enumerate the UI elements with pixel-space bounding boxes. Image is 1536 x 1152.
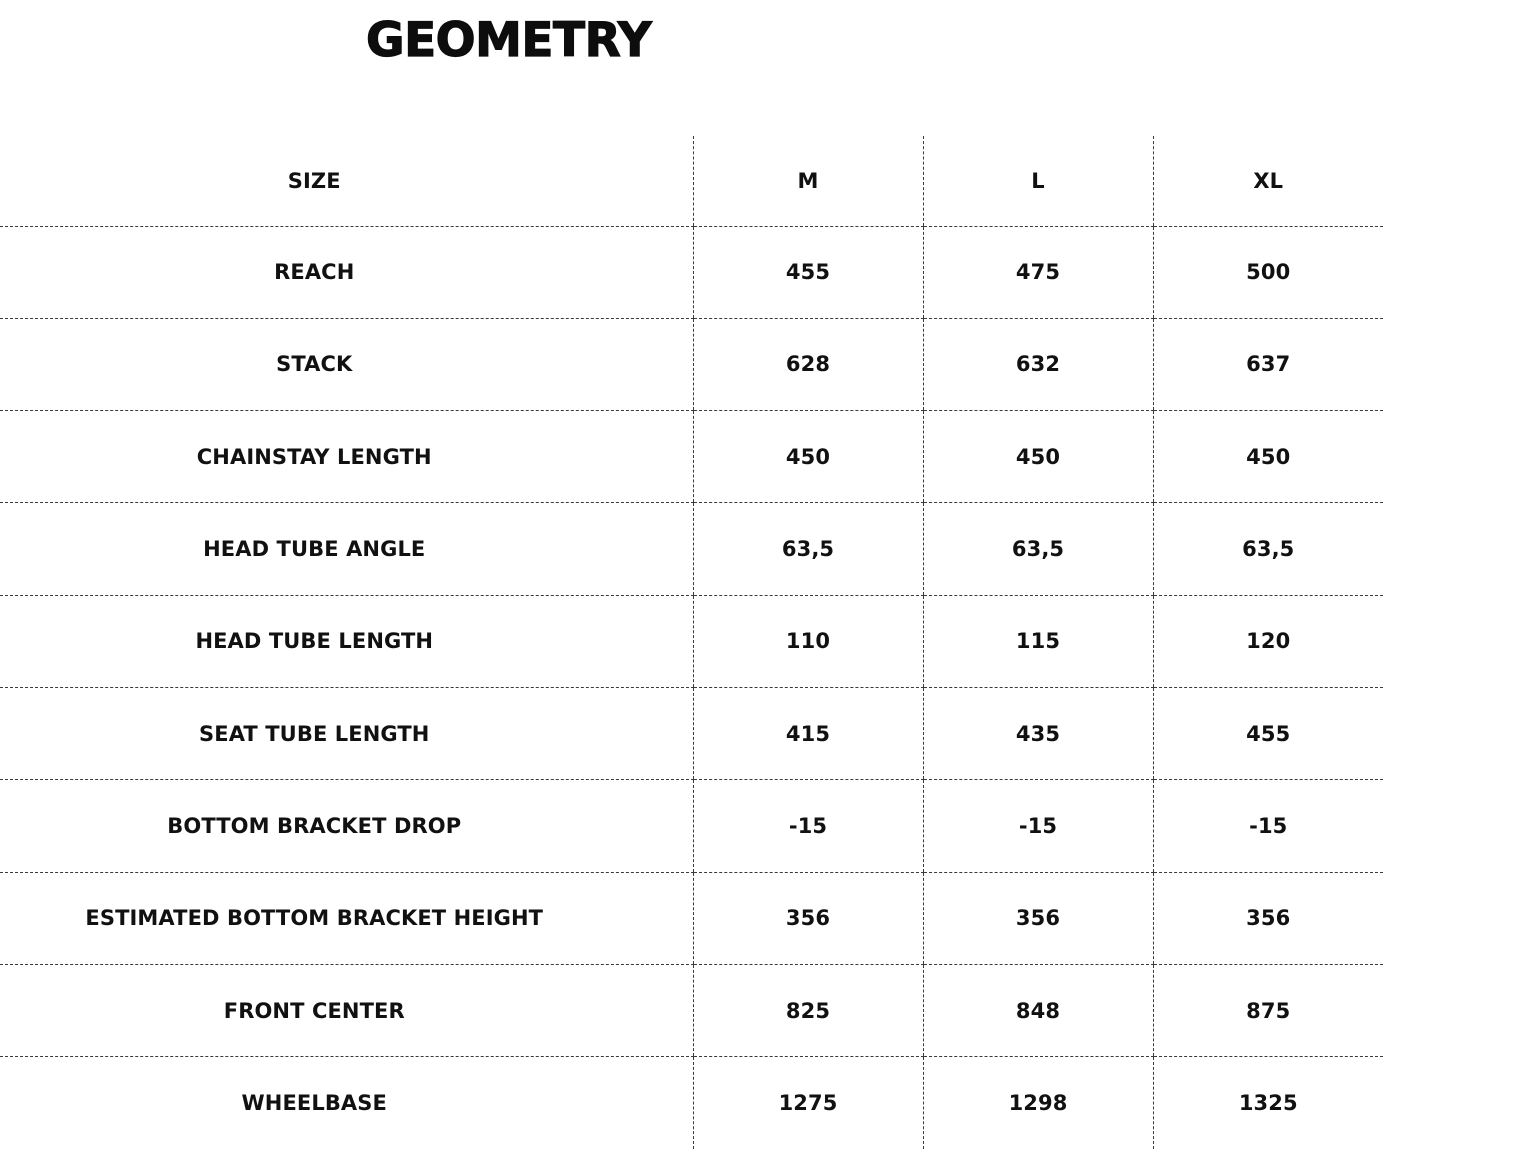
table-row: [0, 780, 1383, 872]
row-label: STACK: [0, 318, 693, 410]
table-row: [0, 687, 1383, 779]
cell-value: 63,5: [693, 503, 923, 595]
cell-value: 63,5: [923, 503, 1153, 595]
cell-value: 848: [923, 964, 1153, 1056]
cell-value: 1298: [923, 1057, 1153, 1149]
cell-value: -15: [693, 780, 923, 872]
cell-value: 450: [923, 411, 1153, 503]
cell-value: 120: [1153, 595, 1383, 687]
cell-value: 450: [693, 411, 923, 503]
cell-value: -15: [923, 780, 1153, 872]
cell-value: 1325: [1153, 1057, 1383, 1149]
header-size-l: L: [923, 136, 1153, 226]
cell-value: 435: [923, 687, 1153, 779]
row-label: CHAINSTAY LENGTH: [0, 411, 693, 503]
table-row: [0, 411, 1383, 503]
table-row: [0, 503, 1383, 595]
table-row: [0, 226, 1383, 318]
row-label: ESTIMATED BOTTOM BRACKET HEIGHT: [0, 872, 693, 964]
row-label: SEAT TUBE LENGTH: [0, 687, 693, 779]
cell-value: 415: [693, 687, 923, 779]
cell-value: 110: [693, 595, 923, 687]
table-header-row: [0, 136, 1383, 226]
table-row: [0, 872, 1383, 964]
cell-value: 825: [693, 964, 923, 1056]
row-label: WHEELBASE: [241, 1091, 387, 1116]
cell-value: 637: [1153, 318, 1383, 410]
cell-value: 356: [1153, 872, 1383, 964]
header-size: SIZE: [0, 136, 693, 226]
table-row: [0, 964, 1383, 1056]
cell-value: 356: [693, 872, 923, 964]
cell-value: 500: [1153, 226, 1383, 318]
cell-value: 63,5: [1153, 503, 1383, 595]
cell-value: 875: [1153, 964, 1383, 1056]
header-size-m: M: [693, 136, 923, 226]
cell-value: -15: [1153, 780, 1383, 872]
cell-value: 455: [1153, 687, 1383, 779]
cell-value: 450: [1153, 411, 1383, 503]
table-row: [0, 1057, 1383, 1149]
row-label: HEAD TUBE ANGLE: [0, 503, 693, 595]
cell-value: 1275: [693, 1057, 923, 1149]
cell-value: 455: [693, 226, 923, 318]
row-label: REACH: [0, 226, 693, 318]
table-row: [0, 318, 1383, 410]
row-label: HEAD TUBE LENGTH: [0, 595, 693, 687]
row-label: BOTTOM BRACKET DROP: [0, 780, 693, 872]
geometry-table: [0, 136, 1383, 1149]
cell-value: 356: [923, 872, 1153, 964]
header-size-xl: XL: [1153, 136, 1383, 226]
page-title: GEOMETRY: [366, 13, 652, 68]
cell-value: 115: [923, 595, 1153, 687]
cell-value: 628: [693, 318, 923, 410]
row-label: FRONT CENTER: [0, 964, 693, 1056]
table-row: [0, 595, 1383, 687]
cell-value: 632: [923, 318, 1153, 410]
cell-value: 475: [923, 226, 1153, 318]
